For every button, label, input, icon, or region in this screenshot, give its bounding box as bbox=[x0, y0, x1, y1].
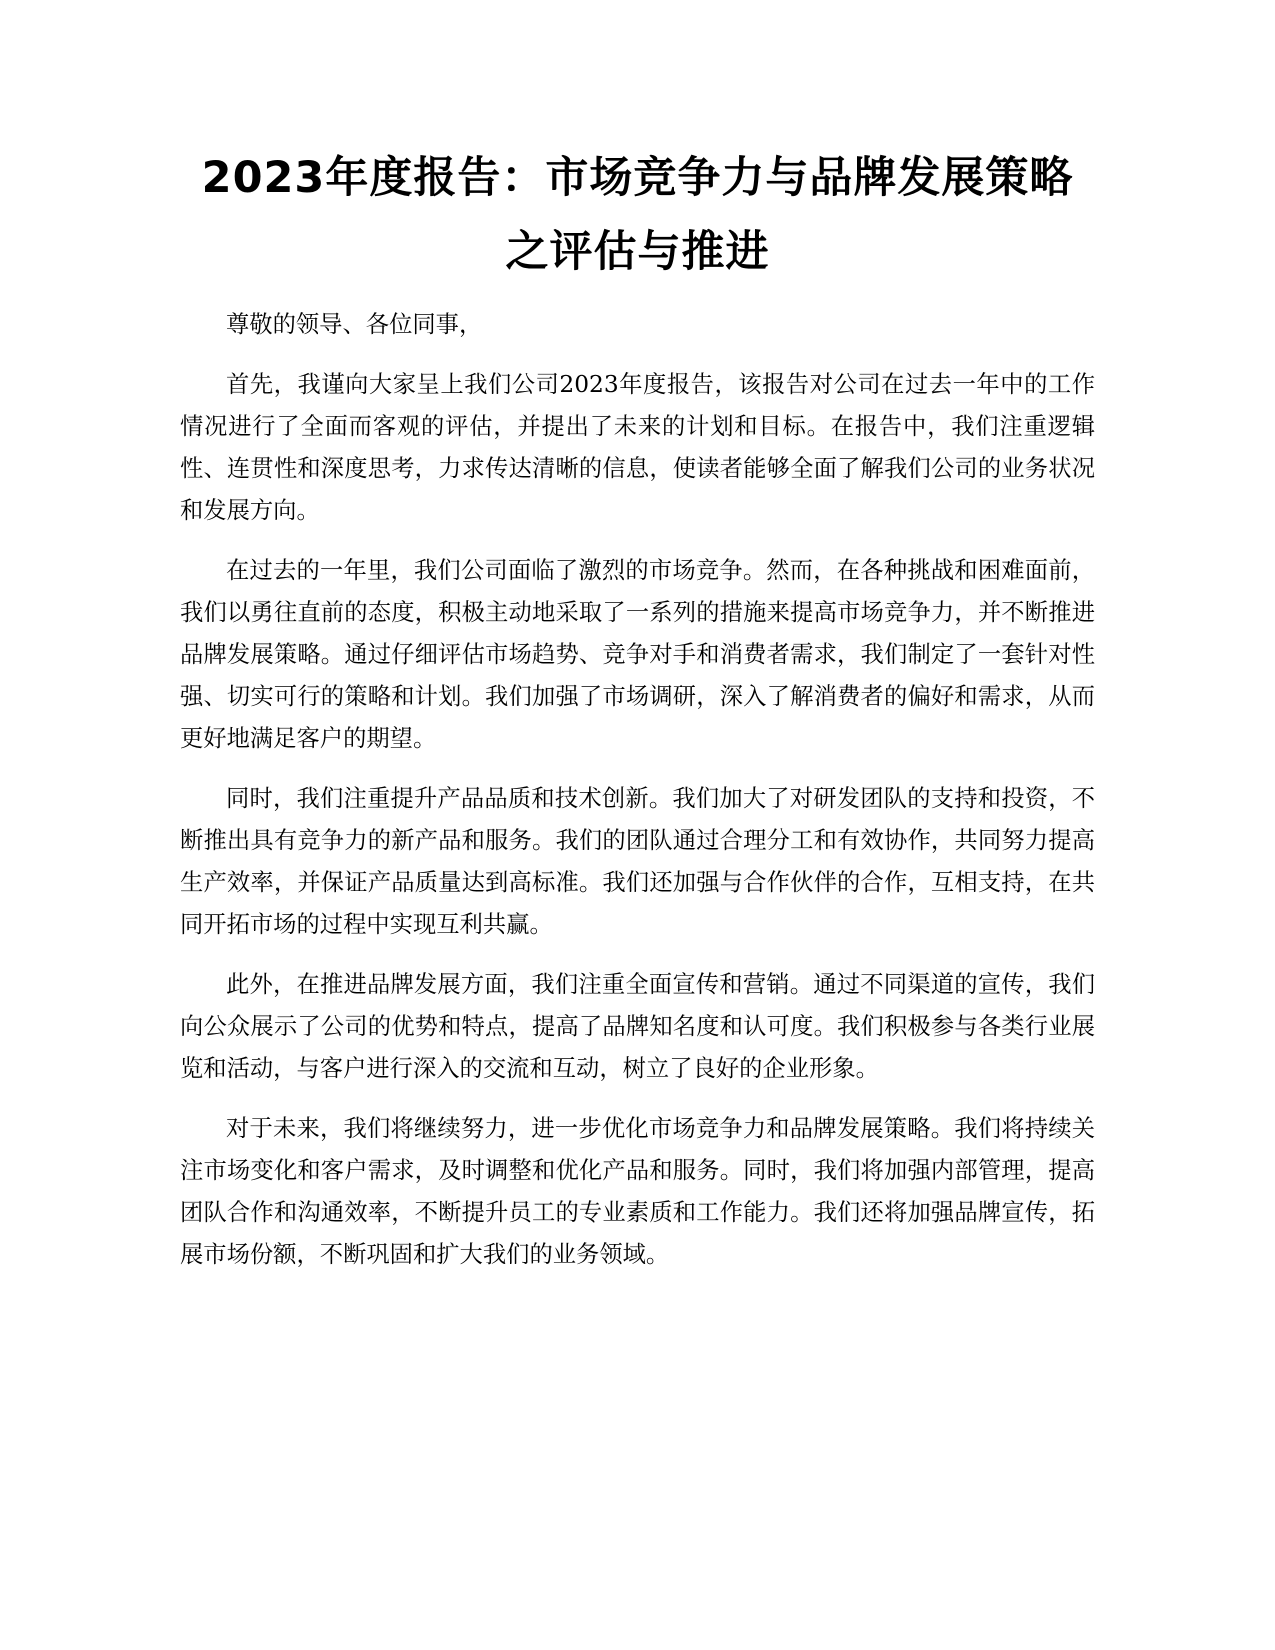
body-paragraph-5: 对于未来，我们将继续努力，进一步优化市场竞争力和品牌发展策略。我们将持续关注市场变化和客户需求，及时调整和优化产品和服务。同时，我们将加强内部管理，提高团队合作和沟通效率，不断提升员工的专业素质和工作能力。我们还将加强品牌宣传，拓展市场份额，不断巩固和扩大我们的业务领域。 bbox=[180, 1115, 1095, 1268]
greeting-paragraph: 尊敬的领导、各位同事， bbox=[226, 311, 483, 338]
title-line-1: 2023年度报告：市场竞争力与品牌发展策略 bbox=[201, 153, 1074, 203]
body-paragraph-1: 首先，我谨向大家呈上我们公司2023年度报告，该报告对公司在过去一年中的工作情况进行了全面而客观的评估，并提出了未来的计划和目标。在报告中，我们注重逻辑性、连贯性和深度思考，力求传达清晰的信息，使读者能够全面了解我们公司的业务状况和发展方向。 bbox=[180, 371, 1095, 524]
title-line-2: 之评估与推进 bbox=[505, 227, 770, 277]
page-title bbox=[180, 141, 1095, 289]
body-paragraph-3: 同时，我们注重提升产品品质和技术创新。我们加大了对研发团队的支持和投资，不断推出具有竞争力的新产品和服务。我们的团队通过合理分工和有效协作，共同努力提高生产效率，并保证产品质量达到高标准。我们还加强与合作伙伴的合作，互相支持，在共同开拓市场的过程中实现互利共赢。 bbox=[180, 785, 1095, 938]
body-paragraph-4: 此外，在推进品牌发展方面，我们注重全面宣传和营销。通过不同渠道的宣传，我们向公众展示了公司的优势和特点，提高了品牌知名度和认可度。我们积极参与各类行业展览和活动，与客户进行深入的交流和互动，树立了良好的企业形象。 bbox=[180, 971, 1095, 1082]
body-paragraph-2: 在过去的一年里，我们公司面临了激烈的市场竞争。然而，在各种挑战和困难面前，我们以勇往直前的态度，积极主动地采取了一系列的措施来提高市场竞争力，并不断推进品牌发展策略。通过仔细评估市场趋势、竞争对手和消费者需求，我们制定了一套针对性强、切实可行的策略和计划。我们加强了市场调研，深入了解消费者的偏好和需求，从而更好地满足客户的期望。 bbox=[180, 557, 1095, 752]
document-body bbox=[180, 304, 1095, 1294]
